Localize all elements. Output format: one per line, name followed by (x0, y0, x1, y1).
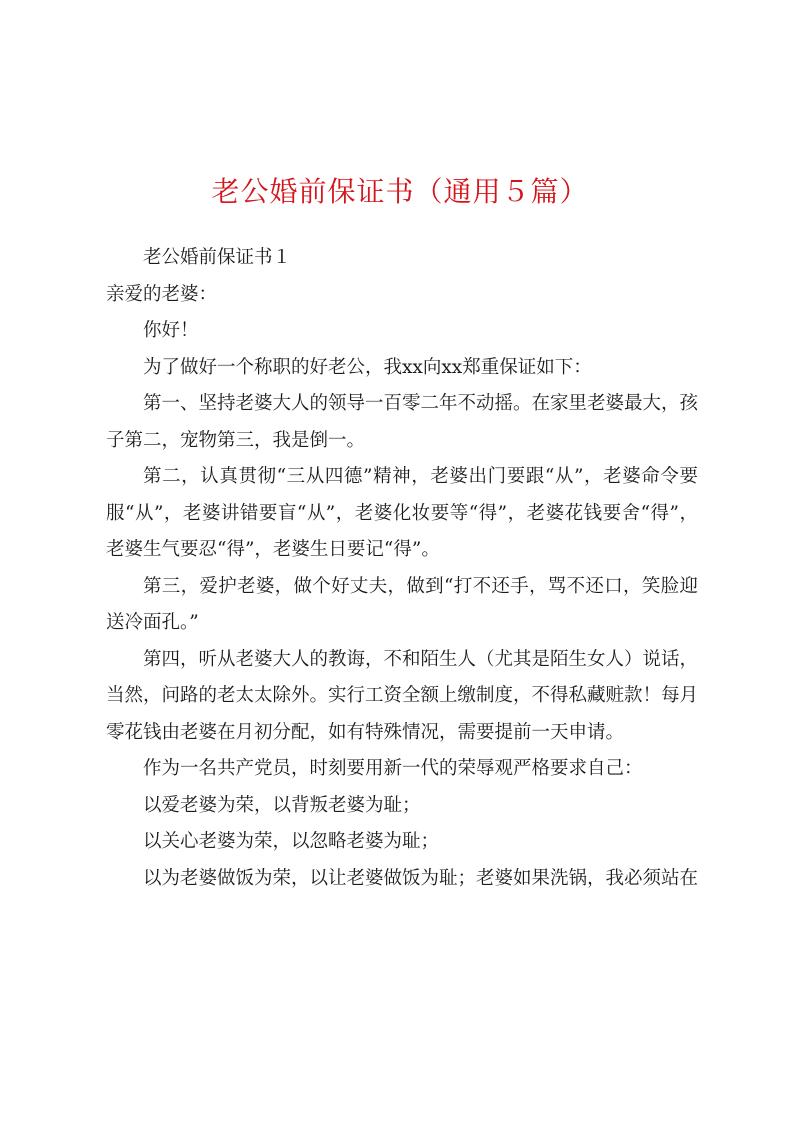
greeting: 你好！ (143, 320, 199, 341)
pledge-paragraph-1: 第一、坚持老婆大人的领导一百零二年不动摇。在家里老婆最大，孩子第二，宠物第三，我是倒一。 (106, 393, 699, 451)
pledge-paragraph-3: 第三，爱护老婆，做个好丈夫，做到“打不还手，骂不还口，笑脸迎送冷面孔。” (106, 575, 698, 633)
document-title: 老公婚前保证书（通用５篇） (211, 175, 589, 208)
section-heading: 老公婚前保证书１ (143, 247, 292, 268)
pledge-paragraph-4: 第四，听从老婆大人的教诲，不和陌生人（尤其是陌生女人）说话，当然，问路的老太太除外。实行工资全额上缴制度，不得私藏赃款！每月零花钱由老婆在月初分配，如有特殊情况，需要提前一天申请。 (106, 648, 699, 743)
salutation: 亲爱的老婆： (106, 283, 218, 305)
body-paragraph: 以为老婆做饭为荣，以让老婆做饭为耻；老婆如果洗锅，我必须站在 (143, 867, 699, 889)
pledge-paragraph-2: 第二，认真贯彻“三从四德”精神，老婆出门要跟“从”，老婆命令要服“从”，老婆讲错要盲“从”，老婆化妆要等“得”，老婆花钱要舍“得”，老婆生气要忍“得”，老婆生日要记“得”。 (106, 466, 698, 560)
intro-paragraph: 为了做好一个称职的好老公，我xx向xx郑重保证如下： (143, 356, 592, 378)
body-paragraph: 作为一名共产党员，时刻要用新一代的荣辱观严格要求自己： (143, 758, 643, 779)
document-body (106, 240, 698, 897)
body-paragraph: 以爱老婆为荣，以背叛老婆为耻； (143, 794, 421, 816)
body-paragraph: 以关心老婆为荣，以忽略老婆为耻； (143, 831, 440, 852)
